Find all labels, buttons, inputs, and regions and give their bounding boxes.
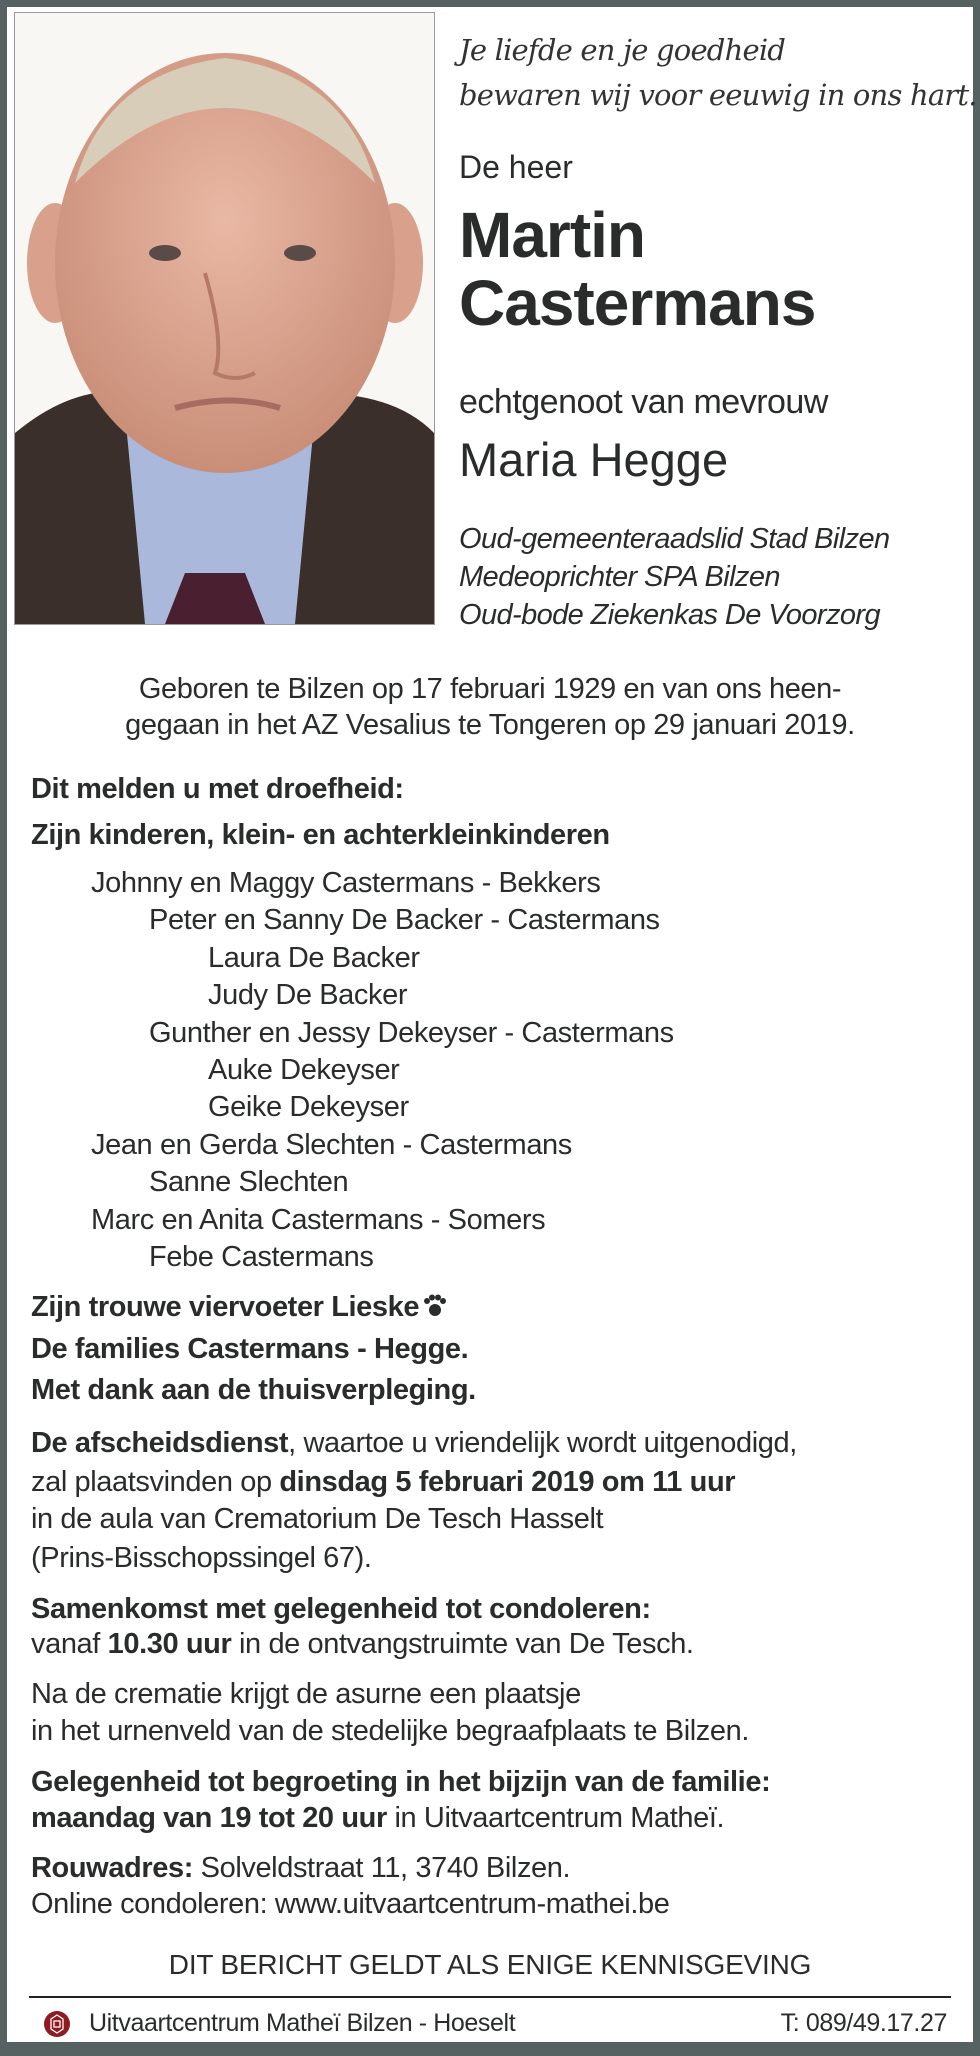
footer-company: Uitvaartcentrum Matheï Bilzen - Hoeselt — [89, 2009, 516, 2037]
visit-text: in Uitvaartcentrum Matheï. — [386, 1802, 725, 1834]
gathering-line — [31, 1625, 694, 1663]
service-label: De afscheidsdienst — [31, 1427, 289, 1459]
deceased-last-name: Castermans — [459, 267, 816, 339]
spouse-name: Maria Hegge — [459, 433, 729, 486]
family-member: Auke Dekeyser — [208, 1054, 400, 1086]
role-line: Oud-gemeenteraadslid Stad Bilzen — [459, 523, 890, 555]
thanks-line: Met dank aan de thuisverpleging. — [31, 1374, 476, 1406]
gathering-text: vanaf — [31, 1628, 108, 1660]
portrait-photo — [14, 12, 435, 625]
title-prefix: De heer — [459, 149, 573, 185]
gathering-time: 10.30 uur — [107, 1628, 232, 1660]
pet-line — [31, 1288, 447, 1326]
family-heading: Zijn kinderen, klein- en achterkleinkinderen — [31, 819, 610, 851]
family-member: Geike Dekeyser — [208, 1091, 409, 1124]
paw-icon — [421, 1294, 447, 1318]
quote-line: bewaren wij voor eeuwig in ons hart. — [459, 78, 977, 112]
online-condolence-link[interactable]: Online condoleren: www.uitvaartcentrum-mathei.be — [31, 1888, 670, 1920]
gathering-heading: Samenkomst met gelegenheid tot condoleren: — [31, 1593, 651, 1625]
family-member: Jean en Gerda Slechten - Castermans — [91, 1128, 572, 1161]
born-line: Geboren te Bilzen op 17 februari 1929 en van ons heen- — [138, 673, 842, 705]
quote-line: Je liefde en je goedheid — [459, 33, 786, 67]
pet-text: Zijn trouwe viervoeter Lieske — [31, 1291, 420, 1323]
families-line: De families Castermans - Hegge. — [31, 1333, 469, 1365]
family-member: Peter en Sanny De Backer - Castermans — [149, 904, 660, 937]
visit-heading: Gelegenheid tot begroeting in het bijzijn van de familie: — [31, 1766, 771, 1798]
family-member: Febe Castermans — [149, 1241, 374, 1273]
service-text: , waartoe u vriendelijk wordt uitgenodigd, — [288, 1427, 797, 1459]
urn-line: in het urnenveld van de stedelijke begraafplaats te Bilzen. — [31, 1715, 749, 1747]
obituary-card — [7, 7, 977, 2042]
family-member: Laura De Backer — [208, 941, 420, 974]
rose-logo-icon — [43, 2010, 71, 2038]
address-line — [31, 1849, 570, 1887]
service-line: (Prins-Bisschopssingel 67). — [31, 1542, 372, 1574]
born-line: gegaan in het AZ Vesalius te Tongeren op 29 januari 2019. — [125, 709, 855, 741]
notice-text: DIT BERICHT GELDT ALS ENIGE KENNISGEVING — [168, 1949, 812, 1980]
spouse-label: echtgenoot van mevrouw — [459, 383, 828, 421]
family-member: Gunther en Jessy Dekeyser - Castermans — [149, 1016, 674, 1049]
service-date: dinsdag 5 februari 2019 om 11 uur — [279, 1466, 736, 1498]
footer-phone: T: 089/49.17.27 — [780, 2009, 947, 2037]
family-member: Marc en Anita Castermans - Somers — [91, 1203, 546, 1236]
announce-heading: Dit melden u met droefheid: — [31, 773, 404, 805]
visit-time: maandag van 19 tot 20 uur — [31, 1802, 387, 1834]
family-member: Sanne Slechten — [149, 1166, 349, 1199]
family-member: Johnny en Maggy Castermans - Bekkers — [91, 867, 601, 899]
visit-line — [31, 1799, 724, 1837]
role-line: Medeoprichter SPA Bilzen — [459, 561, 780, 593]
service-line — [31, 1424, 797, 1462]
family-member: Judy De Backer — [208, 979, 408, 1012]
address-label: Rouwadres: — [31, 1852, 193, 1884]
gathering-text: in de ontvangstruimte van De Tesch. — [231, 1628, 694, 1660]
role-line: Oud-bode Ziekenkas De Voorzorg — [459, 599, 880, 631]
deceased-first-name: Martin — [459, 199, 645, 271]
address-value: Solveldstraat 11, 3740 Bilzen. — [192, 1852, 571, 1884]
footer-divider — [29, 1996, 951, 1998]
urn-line: Na de crematie krijgt de asurne een plaatsje — [31, 1678, 581, 1710]
service-line: in de aula van Crematorium De Tesch Hasselt — [31, 1503, 604, 1535]
service-text: zal plaatsvinden op — [31, 1466, 280, 1498]
service-line — [31, 1463, 735, 1501]
